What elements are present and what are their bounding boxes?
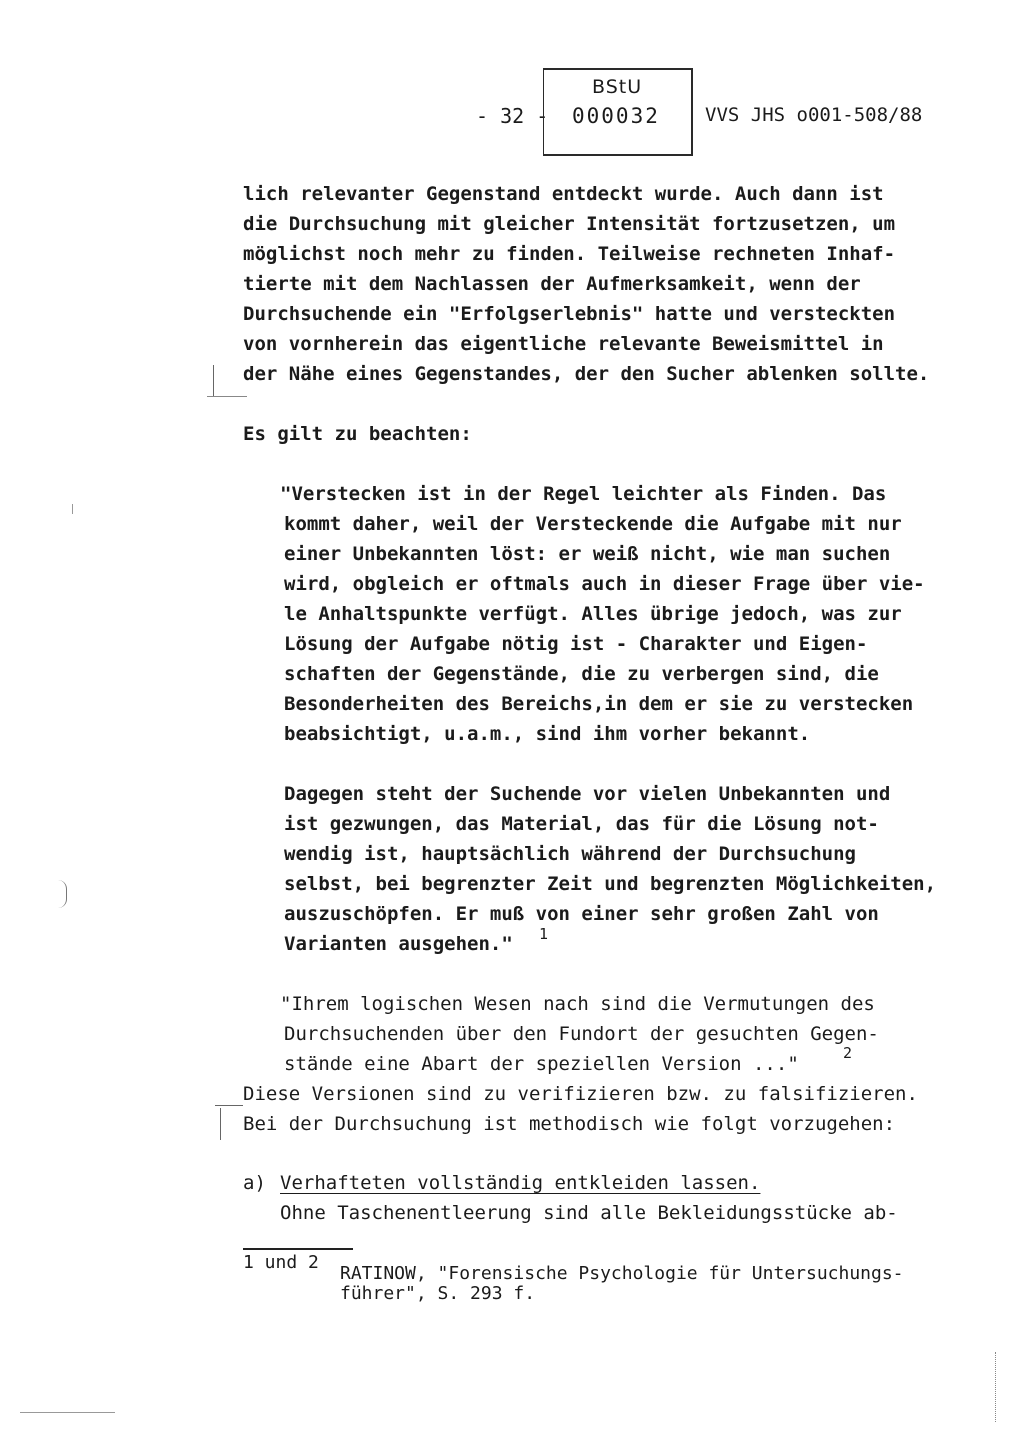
margin-mark — [220, 1108, 221, 1140]
stamp-number: 000032 — [572, 104, 660, 128]
footnote-marker-2: 2 — [843, 1044, 853, 1062]
quote-line: wendig ist, hauptsächlich während der Durchsuchung — [284, 843, 856, 865]
list-item-title: Verhafteten vollständig entkleiden lassen. — [280, 1172, 761, 1194]
text-line: lich relevanter Gegenstand entdeckt wurde. Auch dann ist — [243, 183, 884, 205]
archive-stamp — [543, 68, 693, 156]
text-line: Bei der Durchsuchung ist methodisch wie folgt vorzugehen: — [243, 1113, 896, 1135]
quote-line: Dagegen steht der Suchende vor vielen Unbekannten und — [284, 783, 891, 805]
margin-mark — [20, 1412, 115, 1413]
margin-mark — [207, 396, 247, 397]
stamp-label: BStU — [592, 76, 643, 98]
quote-line: stände eine Abart der speziellen Version ..." — [284, 1053, 799, 1075]
text-line: die Durchsuchung mit gleicher Intensität fortzusetzen, um — [243, 213, 896, 235]
quote-line: "Verstecken ist in der Regel leichter als Finden. Das — [280, 483, 887, 505]
margin-mark — [213, 365, 214, 397]
text-line: von vornherein das eigentliche relevante Beweismittel in — [243, 333, 884, 355]
text-line: tierte mit dem Nachlassen der Aufmerksamkeit, wenn der — [243, 273, 861, 295]
page-number: - 32 - — [476, 104, 549, 128]
text-line: der Nähe eines Gegenstandes, der den Sucher ablenken sollte. — [243, 363, 930, 385]
quote-line: ist gezwungen, das Material, das für die Lösung not- — [284, 813, 879, 835]
list-item-marker: a) — [243, 1172, 266, 1194]
quote-line: Besonderheiten des Bereichs,in dem er sie zu verstecken — [284, 693, 914, 715]
quote-line: auszuschöpfen. Er muß von einer sehr großen Zahl von — [284, 903, 879, 925]
quote-line: kommt daher, weil der Versteckende die Aufgabe mit nur — [284, 513, 902, 535]
quote-line: schaften der Gegenstände, die zu verbergen sind, die — [284, 663, 879, 685]
text-line: Durchsuchende ein "Erfolgserlebnis" hatte und versteckten — [243, 303, 896, 325]
text-line: möglichst noch mehr zu finden. Teilweise rechneten Inhaf- — [243, 243, 896, 265]
quote-line: Varianten ausgehen." — [284, 933, 513, 955]
section-heading: Es gilt zu beachten: — [243, 423, 472, 445]
footnote-line: RATINOW, "Forensische Psychologie für Untersuchungs- — [340, 1263, 904, 1284]
margin-mark — [72, 504, 73, 514]
margin-mark — [215, 1105, 243, 1106]
quote-line: beabsichtigt, u.a.m., sind ihm vorher bekannt. — [284, 723, 811, 745]
quote-line: "Ihrem logischen Wesen nach sind die Vermutungen des — [280, 993, 875, 1015]
list-item-text: Ohne Taschenentleerung sind alle Bekleidungsstücke ab- — [280, 1202, 898, 1224]
quote-line: Lösung der Aufgabe nötig ist - Charakter und Eigen- — [284, 633, 868, 655]
quote-line: Durchsuchenden über den Fundort der gesuchten Gegen- — [284, 1023, 879, 1045]
footnote-ref: 1 und 2 — [243, 1252, 319, 1273]
footnote-marker-1: 1 — [539, 925, 549, 943]
document-reference: VVS JHS o001-508/88 — [705, 104, 923, 126]
footnote-line: führer", S. 293 f. — [340, 1283, 536, 1304]
footnote-rule — [243, 1248, 353, 1250]
quote-line: le Anhaltspunkte verfügt. Alles übrige jedoch, was zur — [284, 603, 902, 625]
margin-mark — [995, 1352, 996, 1422]
quote-line: wird, obgleich er oftmals auch in dieser Frage über vie- — [284, 573, 925, 595]
quote-line: selbst, bei begrenzter Zeit und begrenzten Möglichkeiten, — [284, 873, 937, 895]
quote-line: einer Unbekannten löst: er weiß nicht, wie man suchen — [284, 543, 891, 565]
text-line: Diese Versionen sind zu verifizieren bzw. zu falsifizieren. — [243, 1083, 918, 1105]
margin-mark — [58, 880, 67, 908]
